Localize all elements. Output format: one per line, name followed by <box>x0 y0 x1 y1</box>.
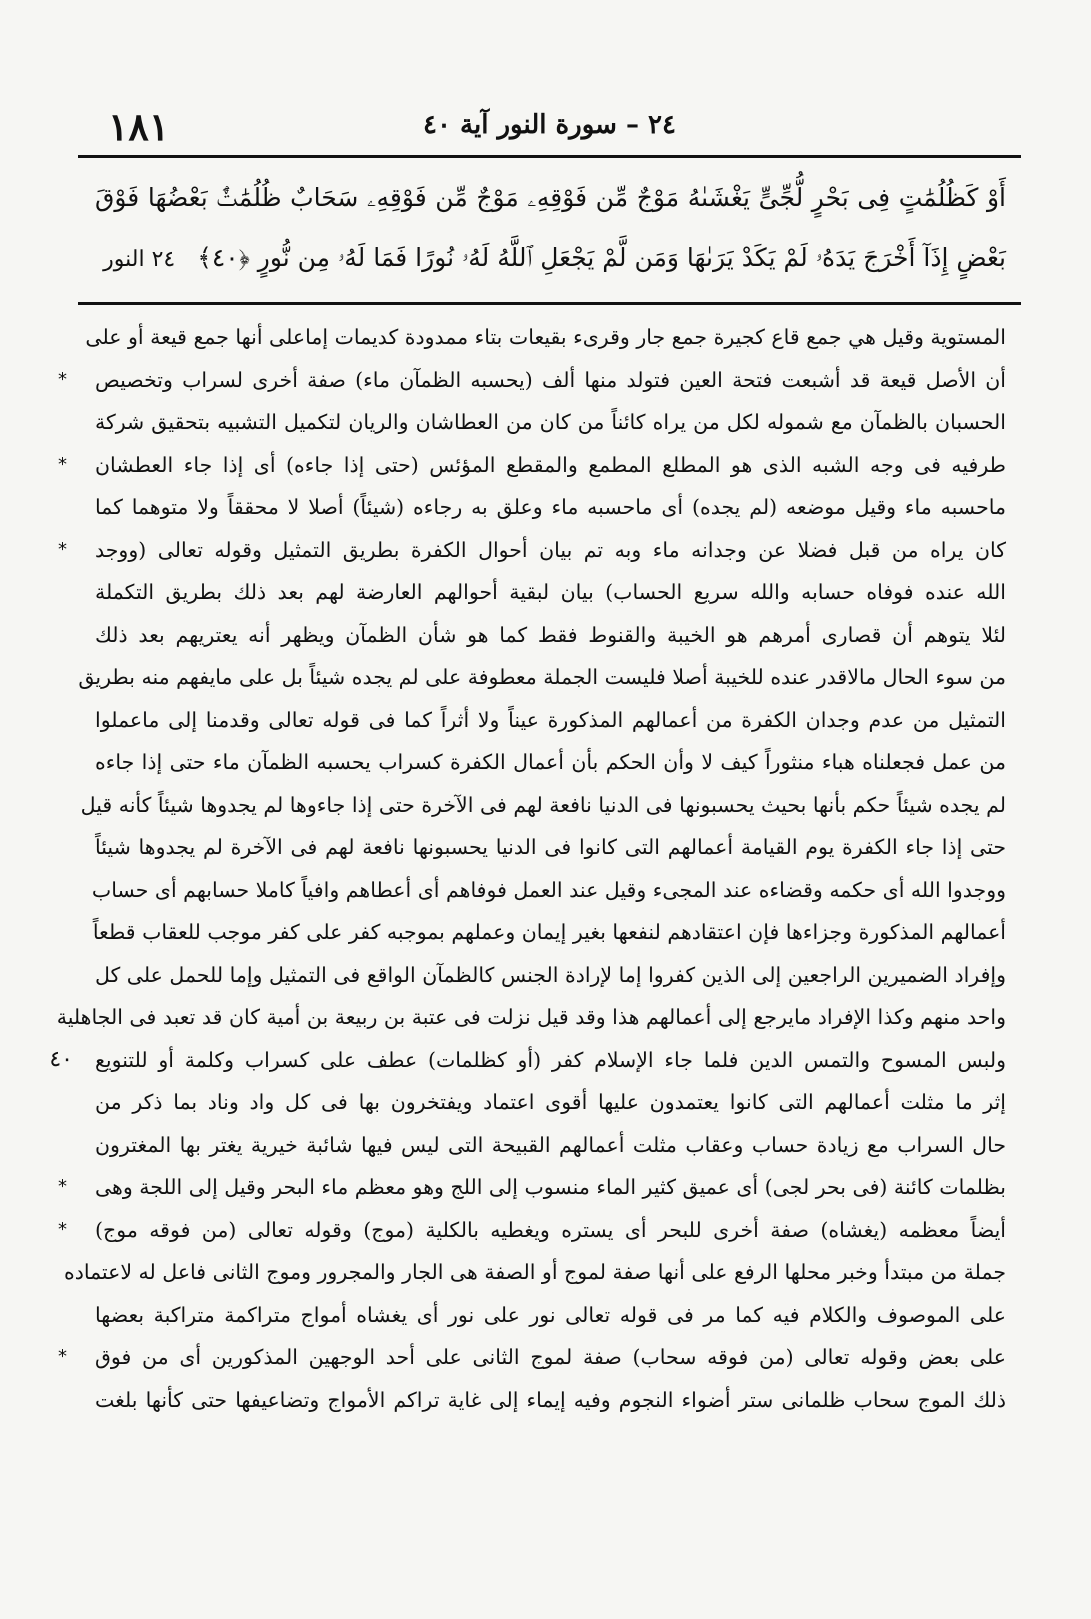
commentary-line: ووجدوا الله أى حكمه وقضاءه عند المجىء وقيل عند العمل فوفاهم أى أعطاهم وافياً كاملا حسابهم أى حساب <box>91 877 1006 902</box>
commentary-line: حال السراب مع زيادة حساب وعقاب مثلت أعمالهم القبيحة التى ليس فيها شائبة خيرية يغتر بها المغترون <box>95 1132 1006 1157</box>
commentary-line: المستوية وقيل هي جمع قاع كجيرة جمع جار وقرىء بقيعات بتاء ممدودة كديمات إماعلى أنها جمع قيعة أو على <box>85 325 1006 349</box>
commentary-line: حتى إذا جاء الكفرة يوم القيامة أعمالهم التى كانوا فى الدنيا يحسبونها نافعة لهم فى الآخرة لم يجدوها شيئاً <box>95 835 1006 859</box>
commentary-line: على بعض وقوله تعالى (من فوقه سحاب) صفة لموج الثانى على أحد الوجهين المذكورين أى من فوق * <box>95 1336 1006 1379</box>
verse-rule <box>78 302 1021 305</box>
commentary-line: طرفيه فى وجه الشبه الذى هو المطلع المطمع والمقطع المؤئس (حتى إذا جاءه) أى إذا جاء العطشان * <box>95 444 1006 487</box>
commentary-line: الحسبان بالظمآن مع شموله لكل من يراه كائناً من كان من العطاشان والريان لتكميل التشبيه بتحقيق شركة <box>95 410 1006 434</box>
commentary-line: لئلا يتوهم أن قصارى أمرهم هو الخيبة والقنوط فقط كما هو شأن الظمآن ويظهر أنه يعتريهم بعد ذلك <box>95 622 1006 647</box>
commentary-line: واحد منهم وكذا الإفراد مايرجع إلى أعمالهم هذا وقد قيل نزلت فى عتبة بن ربيعة بن أمية كان قد تعبد فى الجاهلية <box>56 1005 1006 1029</box>
header-rule <box>78 155 1021 158</box>
line-marker: * <box>58 1218 67 1240</box>
page-number: ١٨١ <box>108 104 170 149</box>
commentary-line: من عمل فجعلناه هباء منثوراً كيف لا وأن الحكم بأن أعمال الكفرة كسراب يحسبه الظمآن ماء حتى إذا جاءه <box>95 750 1006 774</box>
commentary-line: الله عنده فوفاه حسابه والله سريع الحساب) بيان لبقية أحوالهم العارضة لهم بعد ذلك بطريق التكملة <box>95 580 1006 604</box>
verse-number-marker: ٤٠ <box>49 1046 73 1072</box>
line-marker: * <box>58 368 67 390</box>
commentary-line: ماحسبه ماء وقيل موضعه (لم يجده) أى ماحسبه ماء وعلق به رجاءه (شيئاً) أصلا لا محققاً ولا متوهما كما <box>95 495 1006 519</box>
line-marker: * <box>58 1176 67 1197</box>
commentary-line: أعمالهم المذكورة وجزاءها فإن اعتقادهم لنفعها بغير إيمان وعملهم بموجبه كفر على كفر موجب للعقاب قطعاً <box>92 920 1006 944</box>
commentary <box>49 316 1006 1591</box>
commentary-line: من سوء الحال مالاقدر عنده للخيبة أصلا فليست الجملة معطوفة على لم يجده شيئاً بل على مايفهم منه بطريق <box>78 665 1006 689</box>
verse-text: أَوْ كَظُلُمَٰتٍ فِى بَحْرٍ لُّجِّىٍّ يَغْشَىٰهُ مَوْجٌ مِّن فَوْقِهِۦ مَوْجٌ مِّن فَوْقِهِۦ سَحَابٌ ظُلُمَٰتٌۢ بَعْضُهَا فَوْقَ بَعْضٍ إِذَآ أَخْرَجَ يَدَهُۥ لَمْ يَكَدْ يَرَىٰهَا وَمَن لَّمْ يَجْعَلِ ٱللَّهُ لَهُۥ نُورًا فَمَا لَهُۥ مِن نُّورٍ ﴿٤٠﴾ <box>95 183 1006 272</box>
commentary-line: لم يجده شيئاً حكم بأنها بحيث يحسبونها فى الدنيا نافعة لهم فى الآخرة حتى إذا جاءوها لم يجدوها شيئاً كأنه قيل <box>80 792 1006 817</box>
commentary-line: أيضاً معظمه (يغشاه) صفة أخرى للبحر أى يستره ويغطيه بالكلية (موج) وقوله تعالى (من فوقه موج) * <box>95 1209 1006 1252</box>
quran-verse <box>95 168 1006 296</box>
verse-reference: ٢٤ النور <box>103 247 176 272</box>
commentary-line: التمثيل من عدم وجدان الكفرة من أعمالهم المذكورة عيناً ولا أثراً كما فى قوله تعالى وقدمنا إلى ماعملوا <box>95 707 1006 732</box>
line-marker: * <box>58 453 67 475</box>
commentary-line: أن الأصل قيعة قد أشبعت فتحة العين فتولد منها ألف (يحسبه الظمآن ماء) صفة أخرى لسراب وتخصيص * <box>95 359 1006 402</box>
page-header <box>78 98 1021 160</box>
commentary-line: ولبس المسوح والتمس الدين فلما جاء الإسلام كفر (أو كظلمات) عطف على كسراب وكلمة أو للتنويع ٤٠ <box>95 1039 1006 1082</box>
line-marker: * <box>58 538 67 560</box>
commentary-line: كان يراه من قبل فضلا عن وجدانه ماء وبه تم بيان أحوال الكفرة بطريق التمثيل وقوله تعالى (ووجد * <box>95 529 1006 572</box>
commentary-line: إثر ما مثلت أعمالهم التى كانوا يعتمدون عليها أقوى اعتماد ويفتخرون بها فى كل واد وناد بما ذكر من <box>95 1090 1006 1114</box>
commentary-line: على الموصوف والكلام فيه كما مر فى قوله تعالى نور على نور أى يغشاه أمواج متراكمة متراكبة بعضها <box>95 1302 1006 1327</box>
commentary-line: جملة من مبتدأ وخبر محلها الرفع على أنها صفة لموج أو الصفة هى الجار والمجرور وموج الثانى فاعل له لاعتماده <box>63 1260 1006 1284</box>
commentary-line: ذلك الموج سحاب ظلمانى ستر أضواء النجوم وفيه إيماء إلى غاية تراكم الأمواج وتضاعيفها حتى كأنها بلغت <box>95 1387 1006 1412</box>
surah-title: ٢٤ – سورة النور آية ٤٠ <box>423 110 676 140</box>
commentary-line: بظلمات كائنة (فى بحر لجى) أى عميق كثير الماء منسوب إلى اللج وهو معظم ماء البحر وقيل إلى اللجة وهى * <box>95 1166 1006 1209</box>
line-marker: * <box>58 1346 67 1367</box>
commentary-line: وإفراد الضميرين الراجعين إلى الذين كفروا إما لإرادة الجنس كالظمآن الواقع فى التمثيل وإما للحمل على كل <box>95 962 1006 987</box>
